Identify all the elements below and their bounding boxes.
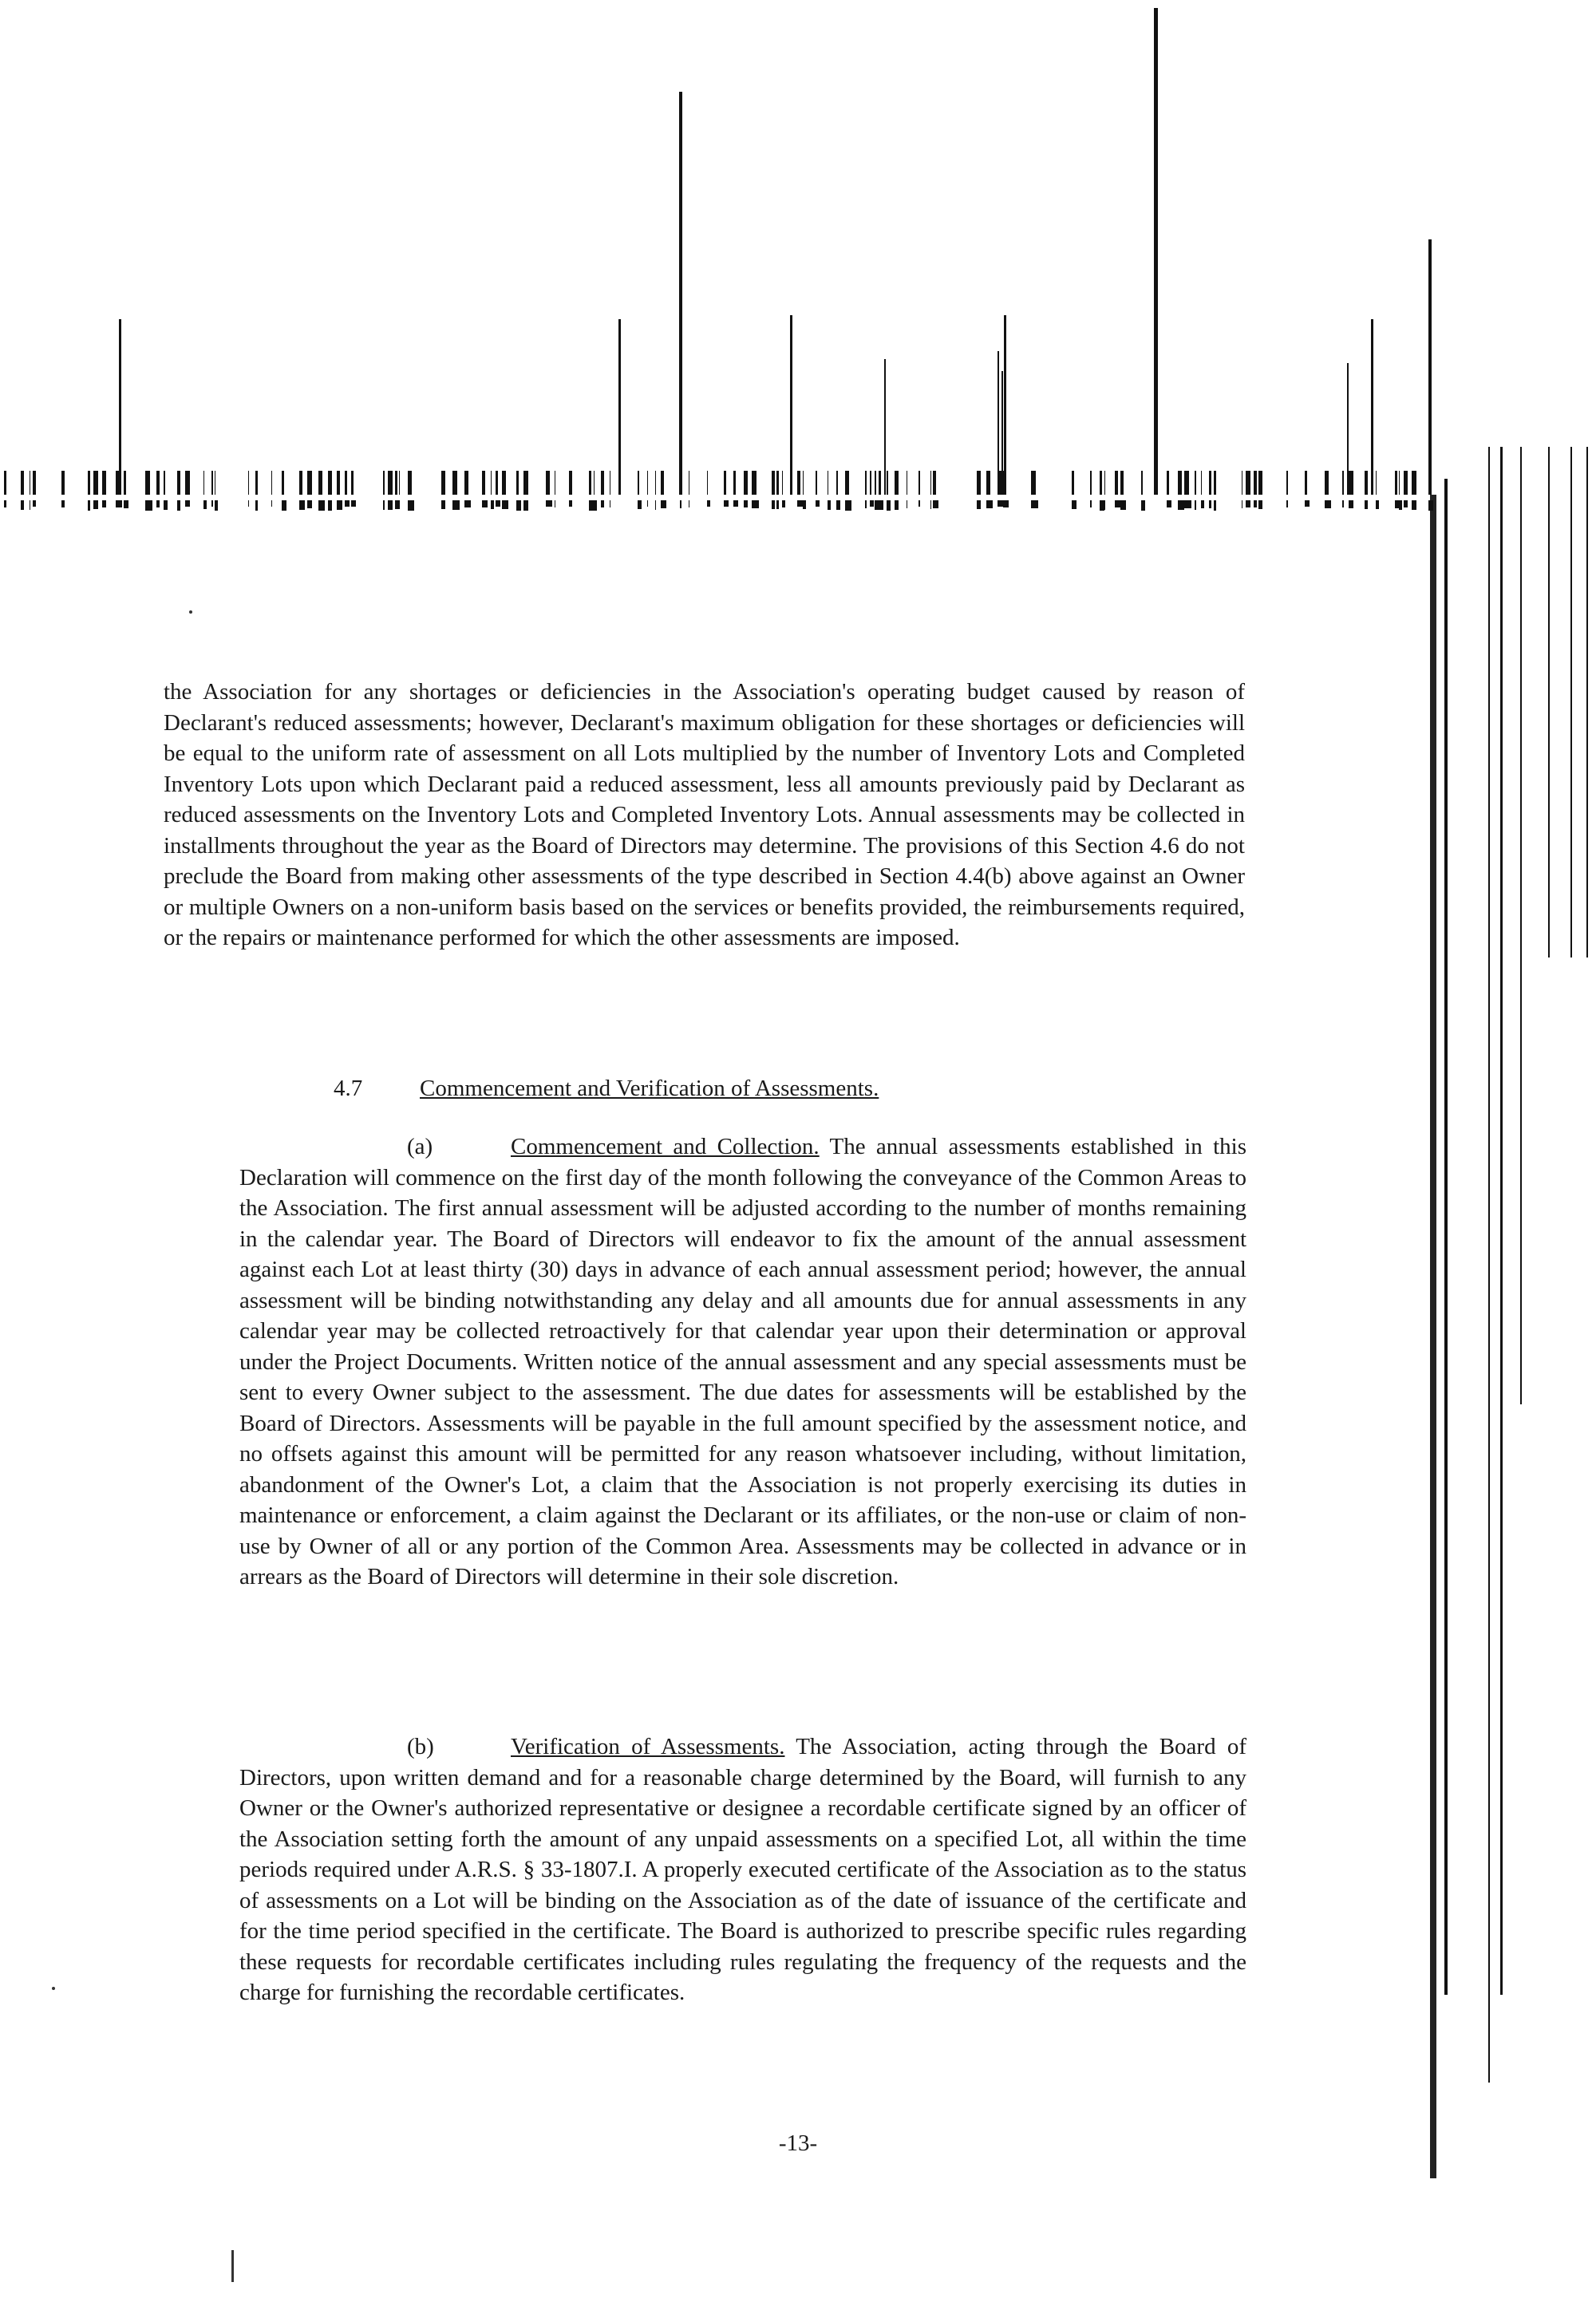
section-title: Commencement and Verification of Assessments. bbox=[420, 1076, 879, 1101]
speck bbox=[231, 2250, 234, 2282]
subsection-b-heading: Verification of Assessments. bbox=[511, 1734, 785, 1759]
subsection-a-label: (a) bbox=[407, 1134, 433, 1159]
speck bbox=[52, 1987, 55, 1990]
subsection-b-body: The Association, acting through the Board of Directors, upon written demand and for a reasonable charge determined by the Board, will furnish to any Owner or the Owner's authorized representative or designee a recordable certificate signed by an officer of the Association setting forth the amount of any unpaid assessments on a specified Lot, all within the time periods required under A.R.S. § 33-1807.I. A properly executed certificate of the Association as to the status of assessments on a Lot will be binding on the Association as of the date of issuance of the certificate and for the time period specified in the certificate. The Board is authorized to prescribe specific rules regarding these requests for recordable certificates including rules regulating the frequency of the requests and the charge for furnishing the recordable certificates. bbox=[239, 1734, 1246, 2005]
section-heading bbox=[334, 1076, 879, 1102]
speck bbox=[189, 610, 192, 614]
page-number: -13- bbox=[778, 2130, 818, 2156]
subsection-a-body: The annual assessments established in this Declaration will commence on the first day of the month following the conveyance of the Common Areas to the Association. The first annual assessment will be adjusted according to the number of months remaining in the calendar year. The Board of Directors will endeavor to fix the amount of the annual assessment against each Lot at least thirty (30) days in advance of each annual assessment period; however, the annual assessment will be binding notwithstanding any delay and all amounts due for annual assessments in any calendar year may be collected retroactively for that calendar year upon their determination or approval under the Project Documents. Written notice of the annual assessment and any special assessments must be sent to every Owner subject to the assessment. The due dates for assessments will be established by the Board of Directors. Assessments will be payable in the full amount specified by the assessment notice, and no offsets against this amount will be permitted for any reason whatsoever including, without limitation, abandonment of the Owner's Lot, a claim that the Association is not properly exercising its duties in maintenance or enforcement, a claim against the Declarant or its affiliates, or the non-use or claim of non-use by Owner of all or any portion of the Common Area. Assessments may be collected in advance or in arrears as the Board of Directors will determine in their sole discretion. bbox=[239, 1134, 1247, 1589]
section-number: 4.7 bbox=[334, 1076, 363, 1101]
carryover-paragraph-text: the Association for any shortages or deficiencies in the Association's operating budget caused by reason of Declarant's reduced assessments; however, Declarant's maximum obligation for these shortages or deficiencies will be equal to the uniform rate of assessment on all Lots multiplied by the number of Inventory Lots and Completed Inventory Lots upon which Declarant paid a reduced assessment, less all amounts previously paid by Declarant as reduced assessments on the Inventory Lots and Completed Inventory Lots. Annual assessments may be collected in installments throughout the year as the Board of Directors may determine. The provisions of this Section 4.6 do not preclude the Board from making other assessments of the type described in Section 4.4(b) above against an Owner or multiple Owners on a non-uniform basis based on the services or benefits provided, the reimbursements required, or the repairs or maintenance performed for which the other assessments are imposed. bbox=[164, 679, 1245, 950]
subsection-b bbox=[239, 1731, 1246, 2008]
carryover-paragraph bbox=[164, 677, 1245, 954]
subsection-b-label: (b) bbox=[407, 1734, 434, 1759]
subsection-a bbox=[239, 1131, 1246, 1593]
subsection-a-heading: Commencement and Collection. bbox=[511, 1134, 820, 1159]
